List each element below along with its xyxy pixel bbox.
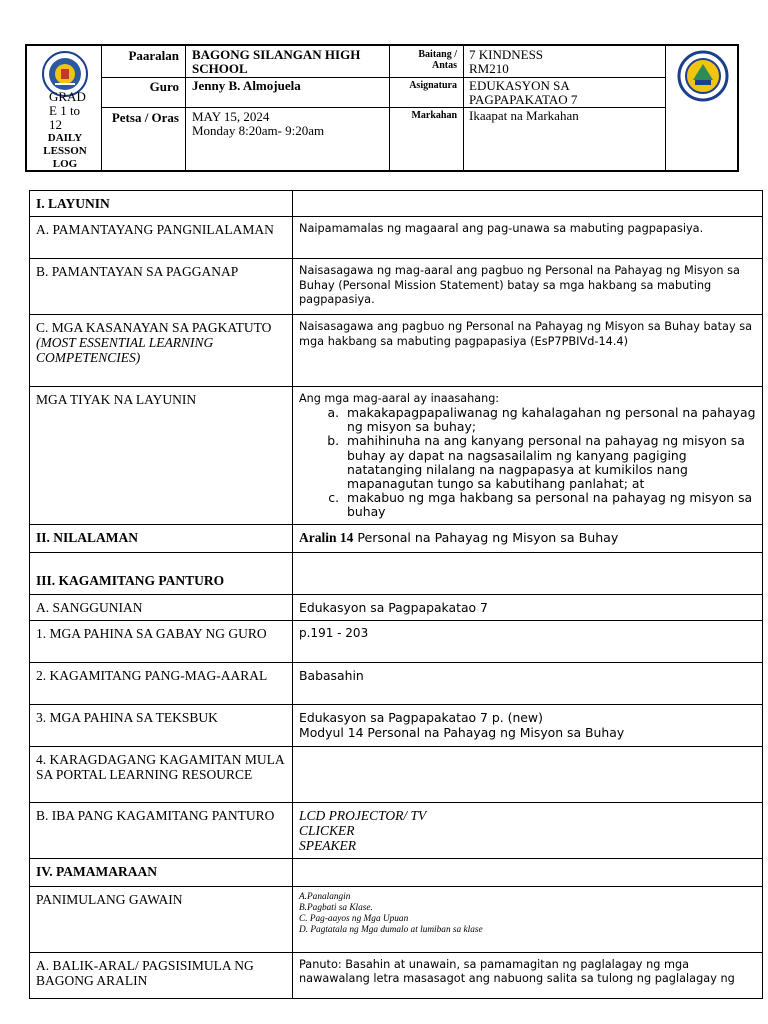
panimula-cell [293, 886, 763, 952]
header-table [25, 44, 739, 172]
table-row [30, 315, 763, 387]
table-row [30, 259, 763, 315]
iba-cell [293, 802, 763, 858]
daily-lesson-log: DAILY LESSON LOG [43, 132, 87, 170]
tiyak-list [299, 406, 756, 520]
balik-value: Panuto: Basahin at unawain, sa pamamagitan ng paglalagay ng mga nawawalang letra masasagot ang nabuong salita sa tulong ng paglalagay ng [293, 952, 763, 998]
kagamitan-heading: III. KAGAMITANG PANTURO [30, 552, 293, 594]
iba-label: B. IBA PANG KAGAMITANG PANTURO [30, 802, 293, 858]
table-row [30, 704, 763, 746]
petsa-value-time: Monday 8:20am- 9:20am [192, 123, 325, 138]
petsa-value-date: MAY 15, 2024 [192, 109, 270, 124]
list-item: a. makakapagpapaliwanag ng kahalagahan ng personal na pahayag ng misyon sa buhay; [343, 406, 756, 434]
balik-label: A. BALIK-ARAL/ PAGSISIMULA NG BAGONG ARALIN [30, 952, 293, 998]
gabay-label: 1. MGA PAHINA SA GABAY NG GURO [30, 620, 293, 662]
baitang-value-room: RM210 [469, 61, 509, 76]
empty-cell [293, 191, 763, 217]
tiyak-label: MGA TIYAK NA LAYUNIN [30, 387, 293, 525]
sanggunian-value: Edukasyon sa Pagpapakatao 7 [293, 594, 763, 620]
teksbuk-value-1: Edukasyon sa Pagpapakatao 7 p. (new) [299, 709, 543, 725]
lesson-log-table [29, 190, 763, 999]
table-row [30, 886, 763, 952]
panimula-item: A.Panalangin [299, 891, 351, 902]
iba-value: SPEAKER [299, 837, 356, 853]
paaralan-label: Paaralan [128, 48, 179, 63]
petsa-label: Petsa / Oras [111, 110, 179, 125]
paaralan-value: BAGONG SILANGAN HIGH SCHOOL [192, 47, 361, 76]
mag-aaral-label: 2. KAGAMITANG PANG-MAG-AARAL [30, 662, 293, 704]
pamantayang-value: Naipamamalas ng magaaral ang pag-unawa sa mabuting pagpapasiya. [293, 217, 763, 259]
mag-aaral-value: Babasahin [293, 662, 763, 704]
nilalaman-cell [293, 524, 763, 552]
tiyak-intro: Ang mga mag-aaral ay inaasahang: [299, 392, 500, 405]
markahan-value: Ikaapat na Markahan [469, 108, 579, 123]
list-item: c. makabuo ng mga hakbang sa personal na pahayag ng misyon sa buhay [343, 491, 756, 519]
table-row [30, 802, 763, 858]
empty-cell [293, 858, 763, 886]
table-row [30, 387, 763, 525]
panimula-item: B.Pagbati sa Klase. [299, 902, 373, 913]
kasanayan-sub: (MOST ESSENTIAL LEARNING COMPETENCIES) [36, 335, 214, 365]
teksbuk-value-2: Modyul 14 Personal na Pahayag ng Misyon sa Buhay [299, 724, 625, 740]
table-row [30, 662, 763, 704]
table-row [30, 191, 763, 217]
asignatura-label: Asignatura [409, 80, 457, 91]
grade-text: GRAD E 1 to 12 [49, 89, 86, 132]
tiyak-cell [293, 387, 763, 525]
teksbuk-cell [293, 704, 763, 746]
iba-value: CLICKER [299, 822, 355, 838]
empty-cell [293, 552, 763, 594]
panimula-item: D. Pagtatala ng Mga dumalo at lumiban sa klase [299, 924, 483, 935]
school-seal-icon [677, 50, 729, 102]
nilalaman-aralin: Aralin 14 [299, 529, 354, 545]
baitang-value-grade: 7 KINDNESS [469, 47, 544, 62]
baitang-label: Baitang / Antas [418, 49, 457, 71]
gabay-value: p.191 - 203 [293, 620, 763, 662]
pamamaraan-heading: IV. PAMAMARAAN [30, 858, 293, 886]
markahan-label: Markahan [411, 110, 457, 121]
kasanayan-cell [30, 315, 293, 387]
teksbuk-label: 3. MGA PAHINA SA TEKSBUK [30, 704, 293, 746]
layunin-heading: I. LAYUNIN [30, 191, 293, 217]
nilalaman-heading: II. NILALAMAN [30, 524, 293, 552]
asignatura-value: EDUKASYON SA PAGPAPAKATAO 7 [469, 78, 578, 107]
kasanayan-value: Naisasagawa ang pagbuo ng Personal na Pahayag ng Misyon sa Buhay batay sa mga hakbang sa mabuting pagpapasiya (EsP7PBIVd-14.4) [293, 315, 763, 387]
table-row [30, 524, 763, 552]
portal-label: 4. KARAGDAGANG KAGAMITAN MULA SA PORTAL LEARNING RESOURCE [30, 746, 293, 802]
sanggunian-label: A. SANGGUNIAN [30, 594, 293, 620]
guro-label: Guro [149, 79, 179, 94]
table-row [30, 858, 763, 886]
guro-value: Jenny B. Almojuela [192, 78, 301, 93]
nilalaman-title: Personal na Pahayag ng Misyon sa Buhay [353, 529, 619, 545]
pagganap-value: Naisasagawa ng mag-aaral ang pagbuo ng Personal na Pahayag ng Misyon sa Buhay (Personal Mission Statement) batay sa mga hakbang sa mabuting pagpapasiya. [293, 259, 763, 315]
table-row [30, 594, 763, 620]
empty-cell [293, 746, 763, 802]
table-row [30, 952, 763, 998]
table-row [30, 217, 763, 259]
kasanayan-label: C. MGA KASANAYAN SA PAGKATUTO [36, 320, 272, 335]
table-row [30, 552, 763, 594]
list-item: b. mahihinuha na ang kanyang personal na pahayag ng misyon sa buhay ay dapat na nagsasailalim ng kanyang pagiging natatanging nilalang na nagpapasya at kumikilos nang mapanagutan tungo sa kabutihang panlahat; at [343, 434, 756, 491]
panimula-item: C. Pag-aayos ng Mga Upuan [299, 913, 409, 924]
pagganap-label: B. PAMANTAYAN SA PAGGANAP [30, 259, 293, 315]
table-row [30, 746, 763, 802]
panimula-label: PANIMULANG GAWAIN [30, 886, 293, 952]
iba-value: LCD PROJECTOR/ TV [299, 807, 427, 823]
table-row [30, 620, 763, 662]
pamantayang-label: A. PAMANTAYANG PANGNILALAMAN [30, 217, 293, 259]
